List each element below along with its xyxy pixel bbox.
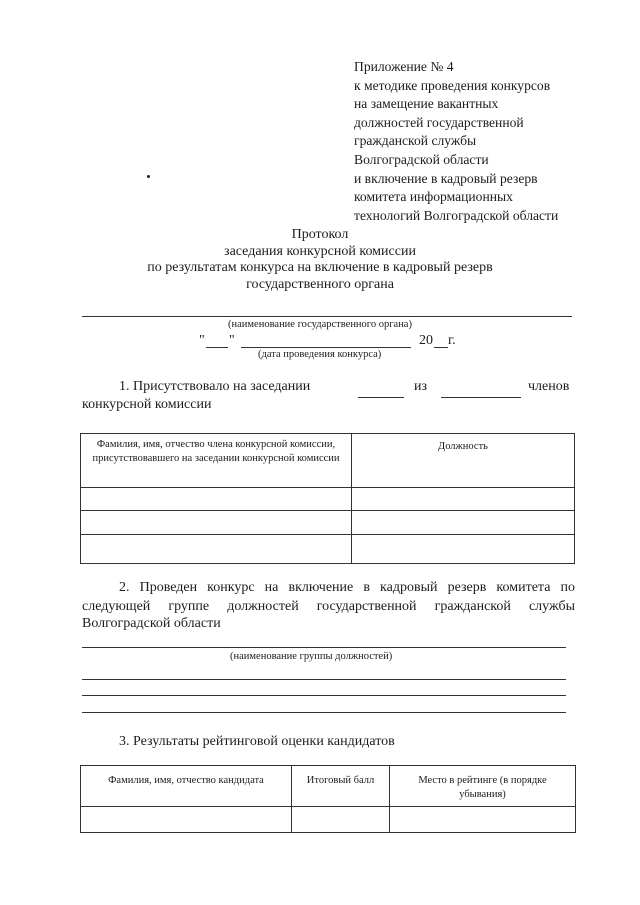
rating-header-place: Место в рейтинге (в порядке убывания): [390, 766, 576, 807]
title-line: по результатам конкурса на включение в кадровый резерв: [147, 260, 493, 275]
rating-header-name: Фамилия, имя, отчество кандидата: [81, 766, 292, 807]
annex-line: гражданской службы: [354, 133, 477, 149]
date-quote-close: ": [229, 333, 235, 348]
rating-table: [80, 765, 576, 833]
section2-paragraph: [82, 578, 575, 616]
date-year-prefix: 20: [419, 333, 433, 348]
org-name-line: [82, 316, 572, 317]
table-cell[interactable]: [352, 511, 575, 535]
section1-text-c: членов: [528, 379, 570, 394]
section1-line2: конкурсной комиссии: [82, 397, 212, 412]
group-extra-line: [82, 695, 566, 696]
section2-line: 2. Проведен конкурс на включение в кадровый резерв комитета по: [119, 580, 575, 595]
scan-dot-mark: [147, 175, 150, 178]
table-cell[interactable]: [81, 535, 352, 564]
annex-line: к методике проведения конкурсов: [354, 77, 551, 93]
table-row: [81, 511, 575, 535]
annex-block: [354, 58, 558, 225]
section1-present-line: [358, 397, 404, 398]
section1-total-line: [441, 397, 521, 398]
table-header-row: [81, 434, 575, 488]
section1-text-b: из: [414, 379, 428, 394]
annex-line: должностей государственной: [354, 114, 524, 130]
members-header-name: Фамилия, имя, отчество члена конкурсной комиссии, присутствовавшего на заседании конкурсной комиссии: [81, 434, 352, 488]
annex-line: технологий Волгоградской области: [354, 207, 559, 223]
group-extra-line: [82, 679, 566, 680]
group-caption: (наименование группы должностей): [230, 651, 393, 662]
table-cell[interactable]: [352, 535, 575, 564]
date-month-line: [241, 347, 411, 348]
table-row: [81, 535, 575, 564]
annex-line: Приложение № 4: [354, 59, 454, 74]
table-header-row: [81, 766, 576, 807]
members-header-position: Должность: [352, 434, 575, 488]
date-year-suffix: г.: [448, 333, 456, 348]
title-line: заседания конкурсной комиссии: [224, 243, 416, 259]
table-row: [81, 807, 576, 833]
table-row: [81, 488, 575, 511]
group-name-line: [82, 647, 566, 648]
section1-text-a: 1. Присутствовало на заседании: [119, 379, 311, 394]
table-cell[interactable]: [352, 488, 575, 511]
org-caption: (наименование государственного органа): [228, 319, 412, 330]
document-title: [0, 227, 640, 293]
rating-header-score: Итоговый балл: [292, 766, 390, 807]
group-extra-line: [82, 712, 566, 713]
annex-line: на замещение вакантных: [354, 96, 499, 112]
table-cell[interactable]: [81, 488, 352, 511]
members-table: [80, 433, 575, 564]
date-caption: (дата проведения конкурса): [258, 349, 382, 360]
date-quote-open: ": [199, 333, 205, 348]
annex-line: Волгоградской области: [354, 151, 489, 167]
date-day-line: [206, 347, 228, 348]
section2-line: следующей группе должностей государственной гражданской службы: [82, 599, 575, 614]
annex-line: и включение в кадровый резерв: [354, 170, 538, 186]
title-line: государственного органа: [246, 276, 394, 292]
section3-title: 3. Результаты рейтинговой оценки кандидатов: [119, 734, 395, 749]
table-cell[interactable]: [390, 807, 576, 833]
table-cell[interactable]: [81, 511, 352, 535]
annex-line: комитета информационных: [354, 189, 513, 205]
section2-line3: Волгоградской области: [82, 616, 221, 631]
title-line: Протокол: [291, 227, 349, 242]
date-year-line: [434, 347, 448, 348]
table-cell[interactable]: [292, 807, 390, 833]
table-cell[interactable]: [81, 807, 292, 833]
